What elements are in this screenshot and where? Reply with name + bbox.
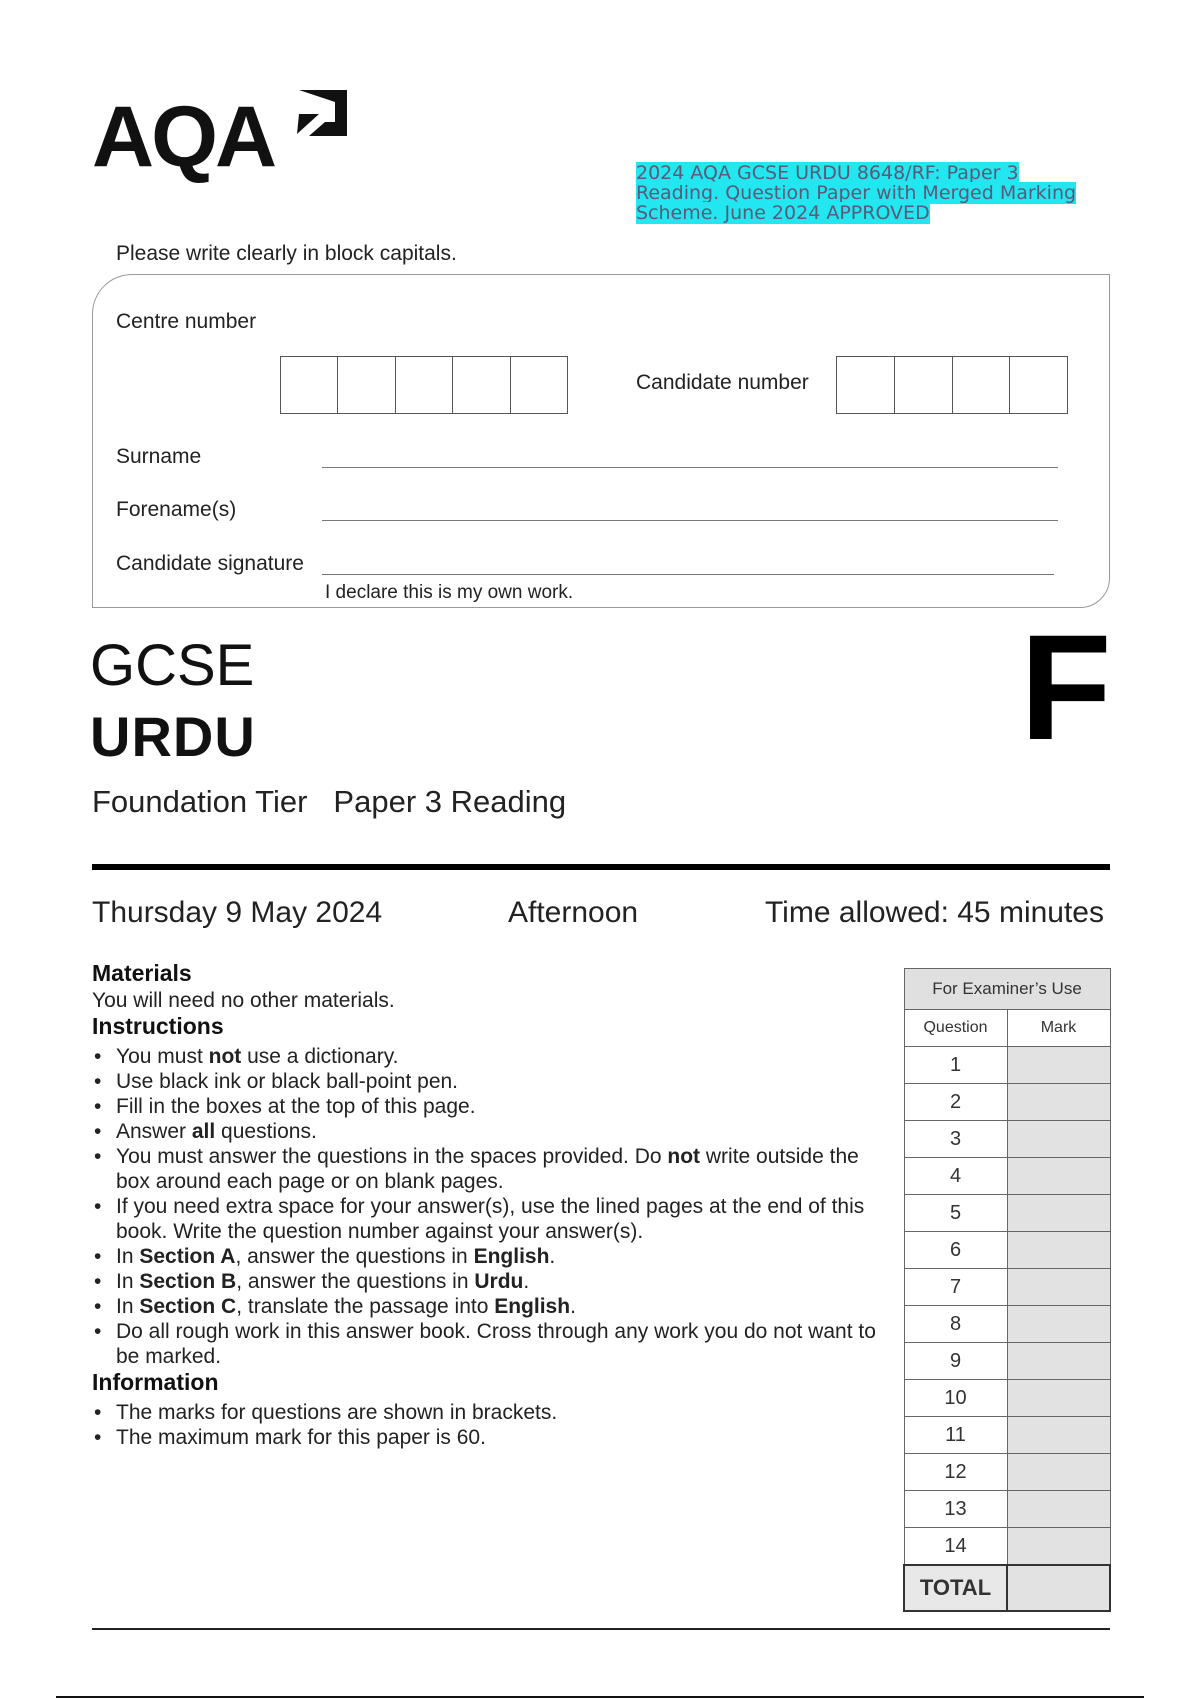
examiner-row (904, 1195, 1110, 1232)
forename-field[interactable] (322, 520, 1058, 521)
aqa-logo (92, 88, 362, 184)
materials-text: You will need no other materials. (92, 989, 395, 1012)
mark-cell (1007, 1084, 1110, 1121)
candidate-number-label: Candidate number (636, 371, 809, 394)
mark-column-header: Mark (1007, 1010, 1110, 1047)
instruction-item: • In Section B, answer the questions in Urdu. (116, 1269, 892, 1294)
logo-text: AQA (92, 89, 275, 185)
examiner-row (904, 1491, 1110, 1528)
examiner-row (904, 1380, 1110, 1417)
mark-cell (1007, 1121, 1110, 1158)
examiner-row (904, 1158, 1110, 1195)
qualification-title: GCSE (90, 633, 255, 698)
question-number: 12 (904, 1454, 1007, 1491)
footer-rule (92, 1628, 1110, 1630)
candidate-number-input[interactable] (836, 356, 1068, 414)
instruction-item: • In Section C, translate the passage into English. (116, 1294, 892, 1319)
candidate-digit-box[interactable] (1010, 357, 1067, 413)
forename-label: Forename(s) (116, 498, 237, 521)
instruction-item: • If you need extra space for your answer(s), use the lined pages at the end of this book. Write the question number against your answer(s). (116, 1194, 892, 1244)
instruction-item: • Use black ink or black ball-point pen. (116, 1069, 892, 1094)
question-number: 8 (904, 1306, 1007, 1343)
surname-label: Surname (116, 445, 202, 468)
question-number: 7 (904, 1269, 1007, 1306)
candidate-digit-box[interactable] (953, 357, 1011, 413)
question-number: 1 (904, 1047, 1007, 1084)
mark-cell (1007, 1306, 1110, 1343)
mark-cell (1007, 1047, 1110, 1084)
examiner-row (904, 1121, 1110, 1158)
question-number: 11 (904, 1417, 1007, 1454)
examiner-row (904, 1047, 1110, 1084)
mark-cell (1007, 1158, 1110, 1195)
block-capitals-instruction: Please write clearly in block capitals. (116, 242, 457, 265)
examiner-row (904, 1306, 1110, 1343)
instructions-list (92, 1044, 892, 1369)
materials-heading: Materials (92, 960, 192, 986)
examiner-use-table (903, 968, 1111, 1612)
total-label: TOTAL (904, 1565, 1007, 1611)
question-number: 4 (904, 1158, 1007, 1195)
information-list (92, 1400, 892, 1450)
information-heading: Information (92, 1369, 219, 1395)
information-item: • The maximum mark for this paper is 60. (116, 1425, 892, 1450)
question-number: 9 (904, 1343, 1007, 1380)
centre-digit-box[interactable] (281, 357, 338, 413)
exam-date: Thursday 9 May 2024 (92, 896, 383, 929)
mark-cell (1007, 1454, 1110, 1491)
centre-digit-box[interactable] (396, 357, 453, 413)
centre-number-label: Centre number (116, 310, 257, 333)
mark-cell (1007, 1343, 1110, 1380)
examiner-table-title: For Examiner’s Use (904, 969, 1110, 1010)
total-mark-cell (1007, 1565, 1110, 1611)
examiner-row (904, 1084, 1110, 1121)
declaration-text: I declare this is my own work. (325, 582, 574, 603)
examiner-row (904, 1232, 1110, 1269)
signature-label: Candidate signature (116, 552, 304, 575)
tier-paper-line (92, 784, 566, 820)
examiner-row (904, 1417, 1110, 1454)
centre-digit-box[interactable] (511, 357, 567, 413)
mark-cell (1007, 1528, 1110, 1566)
instructions-heading: Instructions (92, 1013, 224, 1039)
tier-letter: F (1020, 603, 1112, 771)
examiner-row (904, 1454, 1110, 1491)
page-edge-rule (56, 1696, 1144, 1698)
mark-cell (1007, 1491, 1110, 1528)
surname-field[interactable] (322, 467, 1058, 468)
candidate-digit-box[interactable] (895, 357, 953, 413)
information-item: • The marks for questions are shown in brackets. (116, 1400, 892, 1425)
mark-cell (1007, 1417, 1110, 1454)
instruction-item: • You must answer the questions in the spaces provided. Do not write outside the box around each page or on blank pages. (116, 1144, 892, 1194)
question-number: 2 (904, 1084, 1007, 1121)
time-allowed: Time allowed: 45 minutes (764, 896, 1104, 929)
instruction-item: • Answer all questions. (116, 1119, 892, 1144)
highlighted-stamp (636, 163, 1106, 223)
instruction-item: • Do all rough work in this answer book. Cross through any work you do not want to be marked. (116, 1319, 892, 1369)
examiner-row (904, 1528, 1110, 1566)
exam-session: Afternoon (508, 896, 639, 929)
mark-cell (1007, 1232, 1110, 1269)
question-number: 13 (904, 1491, 1007, 1528)
instruction-item: • You must not use a dictionary. (116, 1044, 892, 1069)
instruction-item: • Fill in the boxes at the top of this page. (116, 1094, 892, 1119)
mark-cell (1007, 1195, 1110, 1232)
title-divider (92, 864, 1110, 870)
signature-field[interactable] (322, 574, 1054, 575)
question-number: 10 (904, 1380, 1007, 1417)
front-cover-body (92, 960, 892, 1450)
candidate-digit-box[interactable] (837, 357, 895, 413)
centre-number-input[interactable] (280, 356, 568, 414)
examiner-row (904, 1269, 1110, 1306)
paper-label: Paper 3 Reading (333, 784, 567, 819)
aqa-logo-mark-icon (295, 88, 351, 148)
question-column-header: Question (904, 1010, 1007, 1047)
mark-cell (1007, 1269, 1110, 1306)
question-number: 3 (904, 1121, 1007, 1158)
subject-title: URDU (90, 705, 256, 768)
tier-label: Foundation Tier (92, 784, 308, 819)
instruction-item: • In Section A, answer the questions in English. (116, 1244, 892, 1269)
question-number: 6 (904, 1232, 1007, 1269)
stamp-text: 2024 AQA GCSE URDU 8648/RF: Paper 3 Reading. Question Paper with Merged Marking Scheme. June 2024 APPROVED (636, 162, 1077, 224)
mark-cell (1007, 1380, 1110, 1417)
question-number: 5 (904, 1195, 1007, 1232)
centre-digit-box[interactable] (338, 357, 395, 413)
examiner-row (904, 1343, 1110, 1380)
question-number: 14 (904, 1528, 1007, 1566)
centre-digit-box[interactable] (453, 357, 510, 413)
